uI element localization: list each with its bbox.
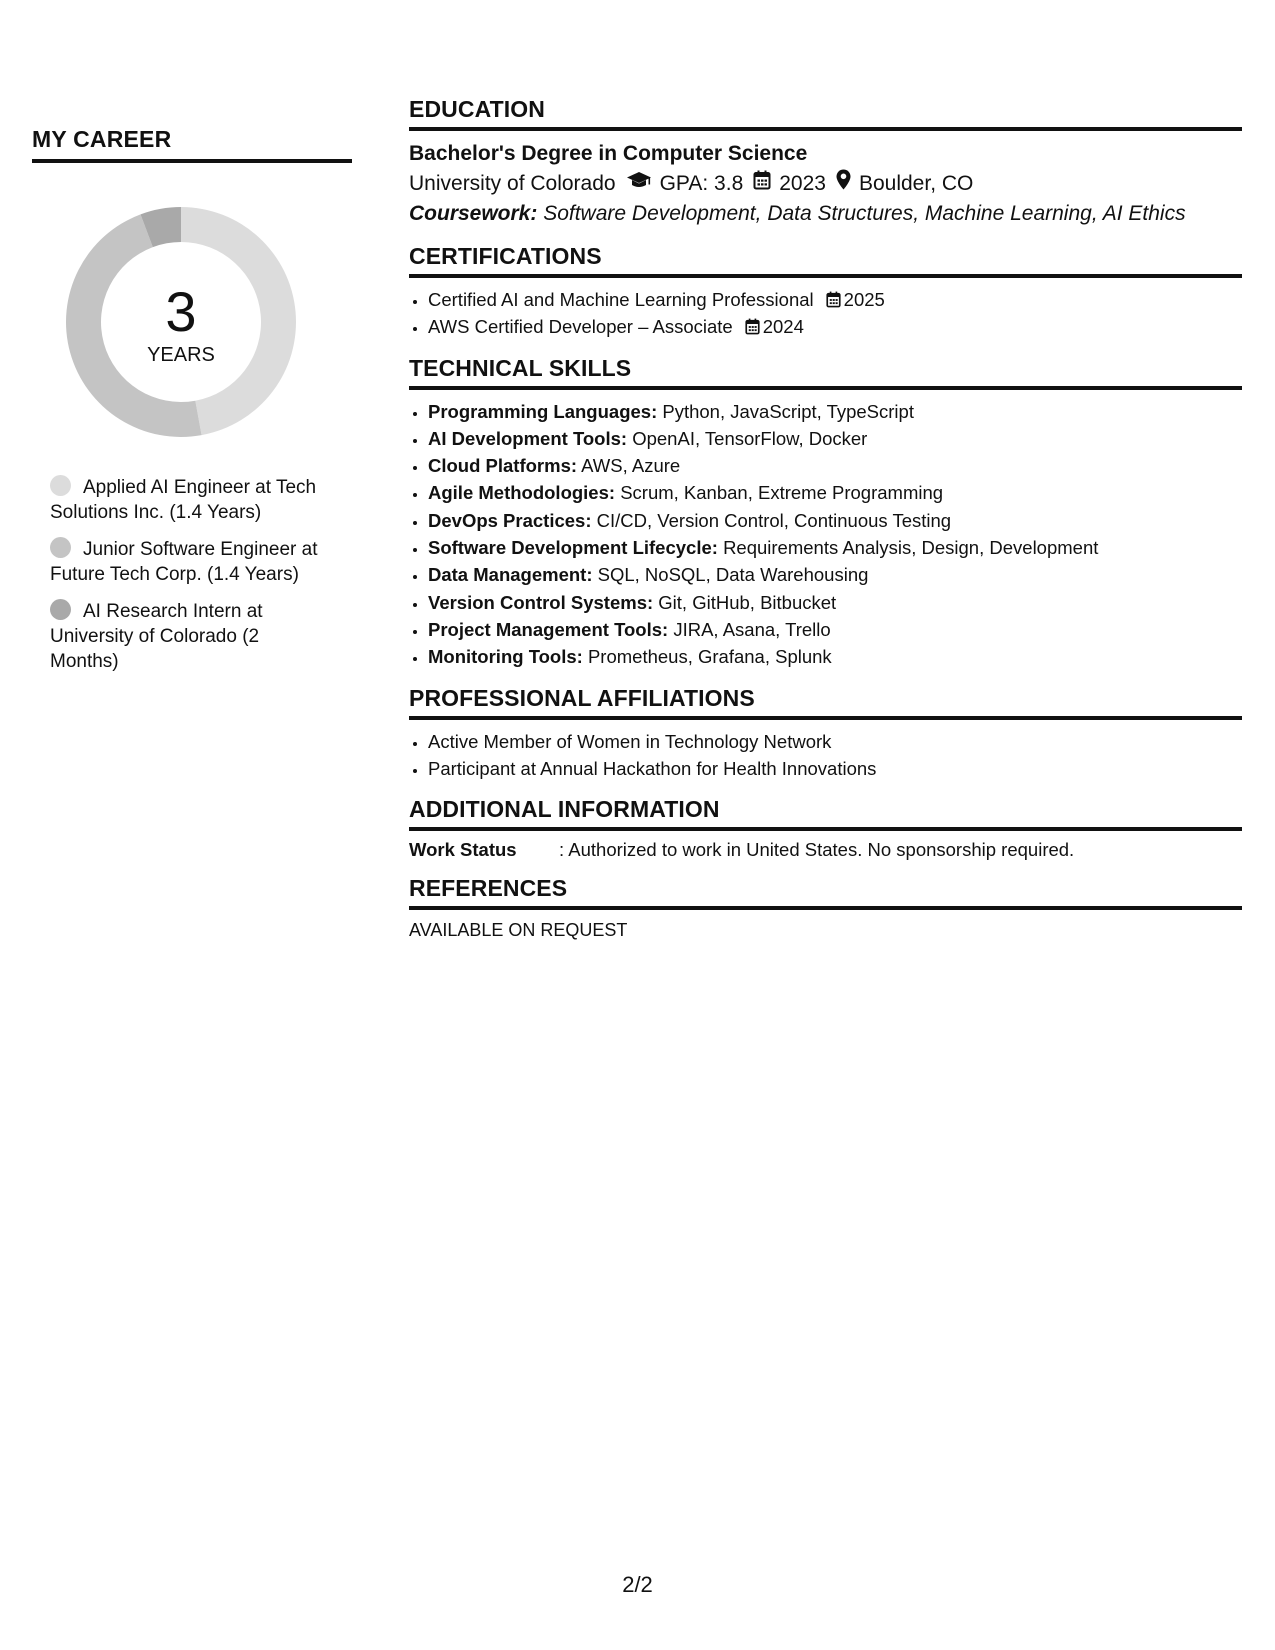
skill-item	[428, 616, 1242, 643]
skill-values: JIRA, Asana, Trello	[673, 618, 831, 640]
main-column	[409, 96, 1242, 955]
coursework	[409, 199, 1242, 229]
degree-title: Bachelor's Degree in Computer Science	[409, 142, 808, 165]
certification-name: AWS Certified Developer – Associate	[428, 316, 733, 338]
skill-item	[428, 534, 1242, 561]
section-title-skills: TECHNICAL SKILLS	[409, 355, 1242, 390]
skill-category: Cloud Platforms:	[428, 455, 578, 477]
affiliations-list	[409, 728, 1242, 783]
legend-dot-icon	[50, 537, 71, 558]
skill-item	[428, 507, 1242, 534]
skill-category: DevOps Practices:	[428, 509, 592, 531]
location-pin-icon	[836, 169, 851, 199]
skill-category: Project Management Tools:	[428, 618, 669, 640]
certifications-list	[409, 286, 1242, 341]
additional-info-section	[409, 796, 1242, 861]
skill-category: Programming Languages:	[428, 400, 658, 422]
skill-values: SQL, NoSQL, Data Warehousing	[597, 564, 869, 586]
skill-item	[428, 643, 1242, 670]
affiliation-item: • Participant at Annual Hackathon for Health Innovations	[428, 755, 1242, 782]
legend-dot-icon	[50, 599, 71, 620]
career-total-years: 3	[165, 279, 197, 343]
coursework-list: Software Development, Data Structures, Machine Learning, AI Ethics	[543, 202, 1186, 225]
calendar-icon	[745, 316, 763, 337]
career-legend-item	[50, 537, 332, 587]
skill-values: AWS, Azure	[581, 455, 681, 477]
career-legend-label: AI Research Intern at University of Colorado (2 Months)	[50, 601, 263, 672]
education-section	[409, 96, 1242, 229]
work-status-value: : Authorized to work in United States. No sponsorship required.	[559, 839, 1075, 861]
skill-item	[428, 452, 1242, 479]
certification-date	[745, 316, 804, 337]
school-name: University of Colorado	[409, 172, 616, 195]
page-number: 2/2	[622, 1572, 653, 1597]
skill-category: Agile Methodologies:	[428, 482, 616, 504]
coursework-label: Coursework:	[409, 202, 538, 225]
certification-item	[428, 286, 1242, 313]
affiliation-item: • Active Member of Women in Technology Network	[428, 728, 1242, 755]
education-location: Boulder, CO	[858, 172, 974, 195]
skill-category: Version Control Systems:	[428, 591, 654, 613]
skill-values: Prometheus, Grafana, Splunk	[587, 646, 832, 668]
skill-values: CI/CD, Version Control, Continuous Testing	[596, 509, 952, 531]
skills-list	[409, 398, 1242, 671]
skill-category: AI Development Tools:	[428, 427, 628, 449]
section-title-references: REFERENCES	[409, 875, 1242, 910]
section-title-education: EDUCATION	[409, 96, 1242, 131]
skill-category: Data Management:	[428, 564, 593, 586]
graduation-cap-icon	[626, 169, 652, 199]
section-title-certifications: CERTIFICATIONS	[409, 243, 1242, 278]
calendar-icon	[753, 169, 771, 199]
legend-dot-icon	[50, 475, 71, 496]
skill-values: Scrum, Kanban, Extreme Programming	[620, 482, 944, 504]
skill-item	[428, 589, 1242, 616]
skill-item	[428, 561, 1242, 588]
skill-values: Git, GitHub, Bitbucket	[658, 591, 837, 613]
career-legend-item	[50, 475, 332, 525]
career-legend-label: Applied AI Engineer at Tech Solutions Inc. (1.4 Years)	[50, 477, 317, 523]
gpa-value: GPA: 3.8	[659, 172, 744, 195]
career-section	[32, 126, 352, 686]
certification-year: 2025	[843, 289, 885, 310]
references-text: AVAILABLE ON REQUEST	[409, 920, 628, 941]
certifications-section	[409, 243, 1242, 341]
affiliations-section	[409, 685, 1242, 783]
skills-section	[409, 355, 1242, 671]
section-title-affiliations: PROFESSIONAL AFFILIATIONS	[409, 685, 1242, 720]
skill-values: Python, JavaScript, TypeScript	[662, 400, 914, 422]
references-section	[409, 875, 1242, 941]
section-title-additional: ADDITIONAL INFORMATION	[409, 796, 1242, 831]
certification-item	[428, 313, 1242, 340]
work-status-row	[409, 839, 1242, 861]
work-status-label: Work Status	[409, 839, 517, 861]
skill-item	[428, 425, 1242, 452]
skill-item	[428, 398, 1242, 425]
certification-name: Certified AI and Machine Learning Professional	[428, 289, 814, 310]
calendar-icon	[826, 289, 844, 310]
certification-year: 2024	[762, 316, 804, 338]
career-legend-item	[50, 599, 332, 674]
skill-values: OpenAI, TensorFlow, Docker	[632, 427, 868, 449]
career-donut-chart	[66, 207, 296, 437]
skill-category: Monitoring Tools:	[428, 646, 583, 668]
skill-values: Requirements Analysis, Design, Development	[723, 537, 1099, 559]
career-total-unit: YEARS	[147, 343, 215, 366]
career-title: MY CAREER	[32, 126, 352, 163]
certification-date	[826, 289, 885, 310]
career-legend-label: Junior Software Engineer at Future Tech Corp. (1.4 Years)	[50, 539, 318, 585]
career-legend	[50, 475, 332, 674]
graduation-year: 2023	[779, 172, 826, 195]
education-details	[409, 169, 1242, 199]
skill-category: Software Development Lifecycle:	[428, 537, 718, 559]
skill-item	[428, 479, 1242, 506]
